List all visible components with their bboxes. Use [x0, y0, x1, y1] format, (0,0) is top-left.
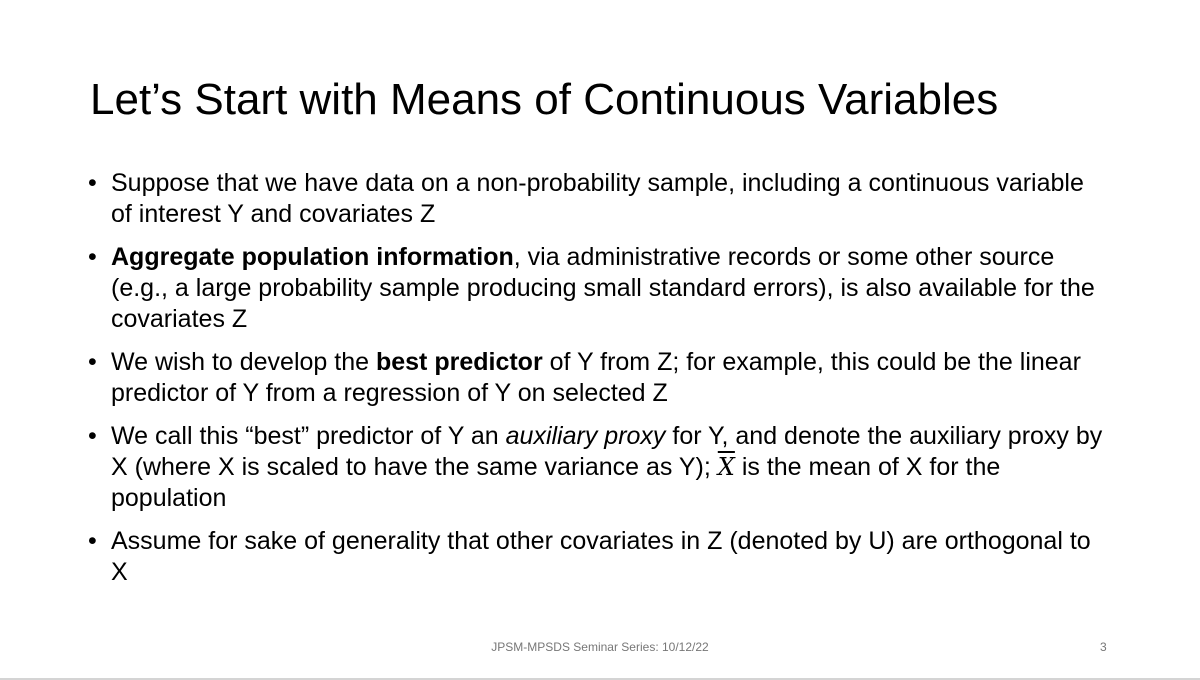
- bullet-text: We call this “best” predictor of Y an: [111, 422, 506, 450]
- bullet-list: [88, 168, 1108, 600]
- bullet-item: [88, 242, 1108, 335]
- page-number: 3: [1100, 640, 1107, 654]
- bullet-text: Suppose that we have data on a non-probability sample, including a continuous variable of interest Y and covariates Z: [111, 169, 1084, 228]
- bullet-item: [88, 168, 1108, 230]
- bullet-bold-text: best predictor: [375, 348, 543, 376]
- slide-footer: JPSM-MPSDS Seminar Series: 10/12/22: [491, 640, 709, 654]
- bullet-text: is the mean of X for the population: [111, 453, 1001, 512]
- bullet-item: [88, 421, 1108, 514]
- bullet-item: [88, 347, 1108, 409]
- bullet-dot: •: [88, 243, 97, 271]
- bullet-dot: •: [88, 422, 97, 450]
- bullet-text: for Y, and denote the auxiliary proxy by X (where X is scaled to have the same variance as Y);: [111, 422, 1103, 481]
- bullet-text: We wish to develop the: [111, 348, 376, 376]
- bullet-item: [88, 526, 1108, 588]
- bullet-bold-text: Aggregate population information: [111, 243, 514, 271]
- x-bar-symbol: $\overline{X}$: [717, 453, 735, 481]
- bullet-text: Assume for sake of generality that other covariates in Z (denoted by U) are orthogonal to X: [111, 527, 1091, 586]
- bullet-italic-text: auxiliary proxy: [505, 422, 666, 450]
- bullet-dot: •: [88, 169, 97, 197]
- slide-title: Let’s Start with Means of Continuous Variables: [90, 75, 999, 124]
- bullet-text: of Y from Z; for example, this could be the linear predictor of Y from a regression of Y on selected Z: [111, 348, 1081, 407]
- bullet-dot: •: [88, 527, 97, 555]
- bullet-dot: •: [88, 348, 97, 376]
- bullet-text: , via administrative records or some other source (e.g., a large probability sample producing small standard errors), is also available for the covariates Z: [111, 243, 1095, 333]
